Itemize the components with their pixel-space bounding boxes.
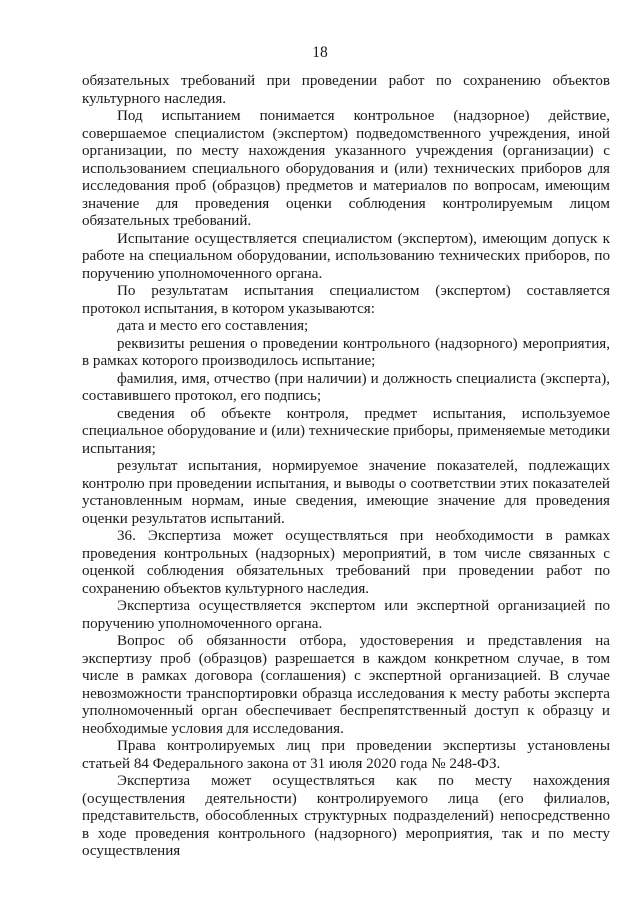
list-item-date-place: дата и место его составления; [117,318,309,334]
document-body [82,73,610,861]
paragraph-test-performer: Испытание осуществляется специалистом (экспертом), имеющим допуск к работе на специальном оборудовании, использованию технических приборов, по поручению уполномоченного органа. [82,230,610,282]
paragraph-rights: Права контролируемых лиц при проведении экспертизы установлены статьей 84 Федерального закона от 31 июля 2020 года № 248-ФЗ. [82,738,610,772]
paragraph-test-protocol: По результатам испытания специалистом (экспертом) составляется протокол испытания, в котором указываются: [82,283,610,317]
paragraph-sampling-question: Вопрос об обязанности отбора, удостоверения и представления на экспертизу проб (образцов) разрешается в каждом конкретном случае, в том числе в рамках договора (соглашения) с экспертной организацией. В случае невозможности транспортировки образца исследования к месту работы эксперта уполномоченный орган обеспечивает беспрепятственный доступ к образцу и необходимые условия для исследования. [82,633,610,737]
paragraph-expertise-36: 36. Экспертиза может осуществляться при необходимости в рамках проведения контрольных (надзорных) мероприятий, в том числе связанных с оценкой соблюдения обязательных требований при проведении работ по сохранению объектов культурного наследия. [82,528,610,597]
page-number: 18 [312,44,328,61]
paragraph-continuation: обязательных требований при проведении работ по сохранению объектов культурного наследия. [82,73,610,107]
paragraph-expertise-performer: Экспертиза осуществляется экспертом или экспертной организацией по поручению уполномоченного органа. [82,598,610,632]
list-item-decision-details: реквизиты решения о проведении контрольного (надзорного) мероприятия, в рамках которого производилось испытание; [82,335,610,369]
list-item-test-result: результат испытания, нормируемое значение показателей, подлежащих контролю при проведении испытания, и выводы о соответствии этих показателей установленным нормам, иные сведения, имеющие значение для проведения оценки результатов испытаний. [82,458,610,527]
paragraph-test-definition: Под испытанием понимается контрольное (надзорное) действие, совершаемое специалистом (экспертом) подведомственного учреждения, иной организации, по месту нахождения указанного учреждения (организации) с использованием специального оборудования и (или) технических приборов для исследования проб (образцов) предметов и материалов по вопросам, имеющим значение для проведения оценки соблюдения контролируемым лицом обязательных требований. [82,108,610,229]
paragraph-expertise-location: Экспертиза может осуществляться как по месту нахождения (осуществления деятельности) контролируемого лица (его филиалов, представительств, обособленных структурных подразделений) непосредственно в ходе проведения контрольного (надзорного) мероприятия, так и по месту осуществления [82,773,610,859]
list-item-specialist-name: фамилия, имя, отчество (при наличии) и должность специалиста (эксперта), составившего протокол, его подпись; [82,370,610,404]
list-item-control-object: сведения об объекте контроля, предмет испытания, используемое специальное оборудование и (или) технические приборы, применяемые методики испытания; [82,405,610,457]
